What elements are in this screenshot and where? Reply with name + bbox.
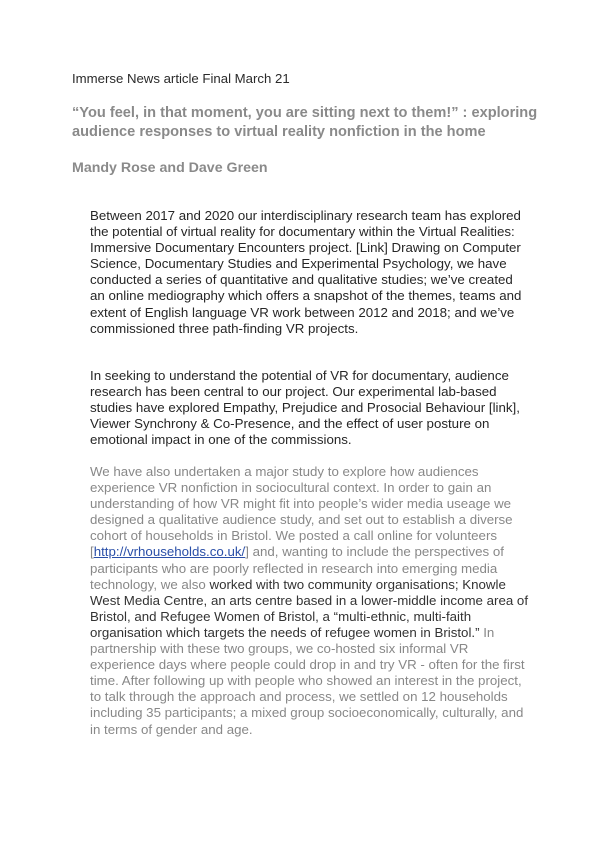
body-paragraph-3 — [90, 464, 530, 738]
vrhouseholds-link[interactable]: http://vrhouseholds.co.uk/ — [93, 544, 246, 560]
paragraph-3-text-a: We have also undertaken a major study to explore how audiences experience VR nonfiction in sociocultural context. In order to gain an understanding of how VR might fit into people’s wider media useage we designed a qualitative audience study, and set out to establish a diverse cohort of households in Bristol. We posted a call online for volunteers [ — [90, 464, 513, 560]
body-paragraph-2: In seeking to understand the potential of VR for documentary, audience research has been central to our project. Our experimental lab-based studies have explored Empathy, Prejudice and Prosocial Behaviour [link], Viewer Synchrony & Co-Presence, and the effect of user posture on emotional impact in one of the commissions. — [90, 368, 520, 448]
article-title: “You feel, in that moment, you are sitting next to them!” : exploring audience responses to virtual reality nonfiction in the home — [72, 105, 538, 140]
document-label: Immerse News article Final March 21 — [72, 71, 290, 86]
paragraph-3-text-d: In partnership with these two groups, we co-hosted six informal VR experience days where people could drop in and try VR - often for the first time. After following up with people who showed an interest in the project, to talk through the approach and process, we settled on 12 households including 35 participants; a mixed group socioeconomically, culturally, and in terms of gender and age. — [90, 624, 525, 737]
article-authors: Mandy Rose and Dave Green — [72, 160, 268, 176]
paragraph-3-text-b: ] and, wanting to include the perspectives of participants who are poorly reflected in research into emerging media technology, we also — [90, 544, 504, 592]
body-paragraph-1: Between 2017 and 2020 our interdisciplinary research team has explored the potential of virtual reality for documentary within the Virtual Realities: Immersive Documentary Encounters project. [Link] Drawing on Computer Science, Documentary Studies and Experimental Psychology, we have conducted a series of quantitative and qualitative studies; we’ve created an online mediography which offers a snapshot of the themes, teams and extent of English language VR work between 2012 and 2018; and we’ve commissioned three path-finding VR projects. — [90, 208, 522, 336]
paragraph-3-text-c: worked with two community organisations; Knowle West Media Centre, an arts centre based in a lower-middle income area of Bristol, and Refugee Women of Bristol, a “multi-ethnic, multi-faith organisation which targets the needs of refugee women in Bristol.” — [90, 576, 529, 640]
